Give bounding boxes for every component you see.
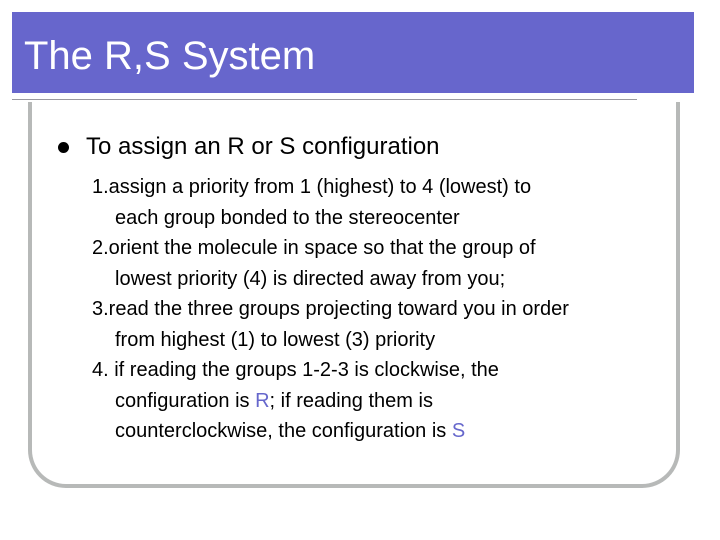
step-2-line-2: lowest priority (4) is directed away from you; — [115, 267, 506, 290]
step-4-line-1: 4. if reading the groups 1-2-3 is clockwise, the — [92, 359, 499, 381]
step-3-line-2: from highest (1) to lowest (3) priority — [115, 328, 436, 351]
step-4-line-2-post: ; if reading them is — [269, 389, 433, 412]
step-2-line-1: 2.orient the molecule in space so that the group of — [92, 237, 536, 259]
step-4-line-2-pre: configuration is — [115, 389, 256, 412]
step-4-line-2 — [92, 386, 692, 417]
step-1-line-2: each group bonded to the stereocenter — [115, 206, 460, 229]
step-1-line-1: 1.assign a priority from 1 (highest) to 4 (lowest) to — [92, 176, 532, 198]
step-4-line-3 — [92, 416, 692, 447]
steps-list — [92, 172, 692, 447]
step-4-line-3-pre: counterclockwise, the configuration is — [115, 420, 452, 442]
config-r-highlight: R — [255, 389, 270, 412]
config-s-highlight: S — [451, 420, 466, 442]
title-underline — [12, 93, 637, 100]
bullet-item — [58, 131, 440, 163]
bullet-dot-icon — [58, 142, 69, 153]
slide-title: The R,S System — [24, 34, 316, 78]
step-3-line-1: 3.read the three groups projecting toward you in order — [92, 298, 569, 320]
bullet-text: To assign an R or S configuration — [86, 133, 440, 160]
